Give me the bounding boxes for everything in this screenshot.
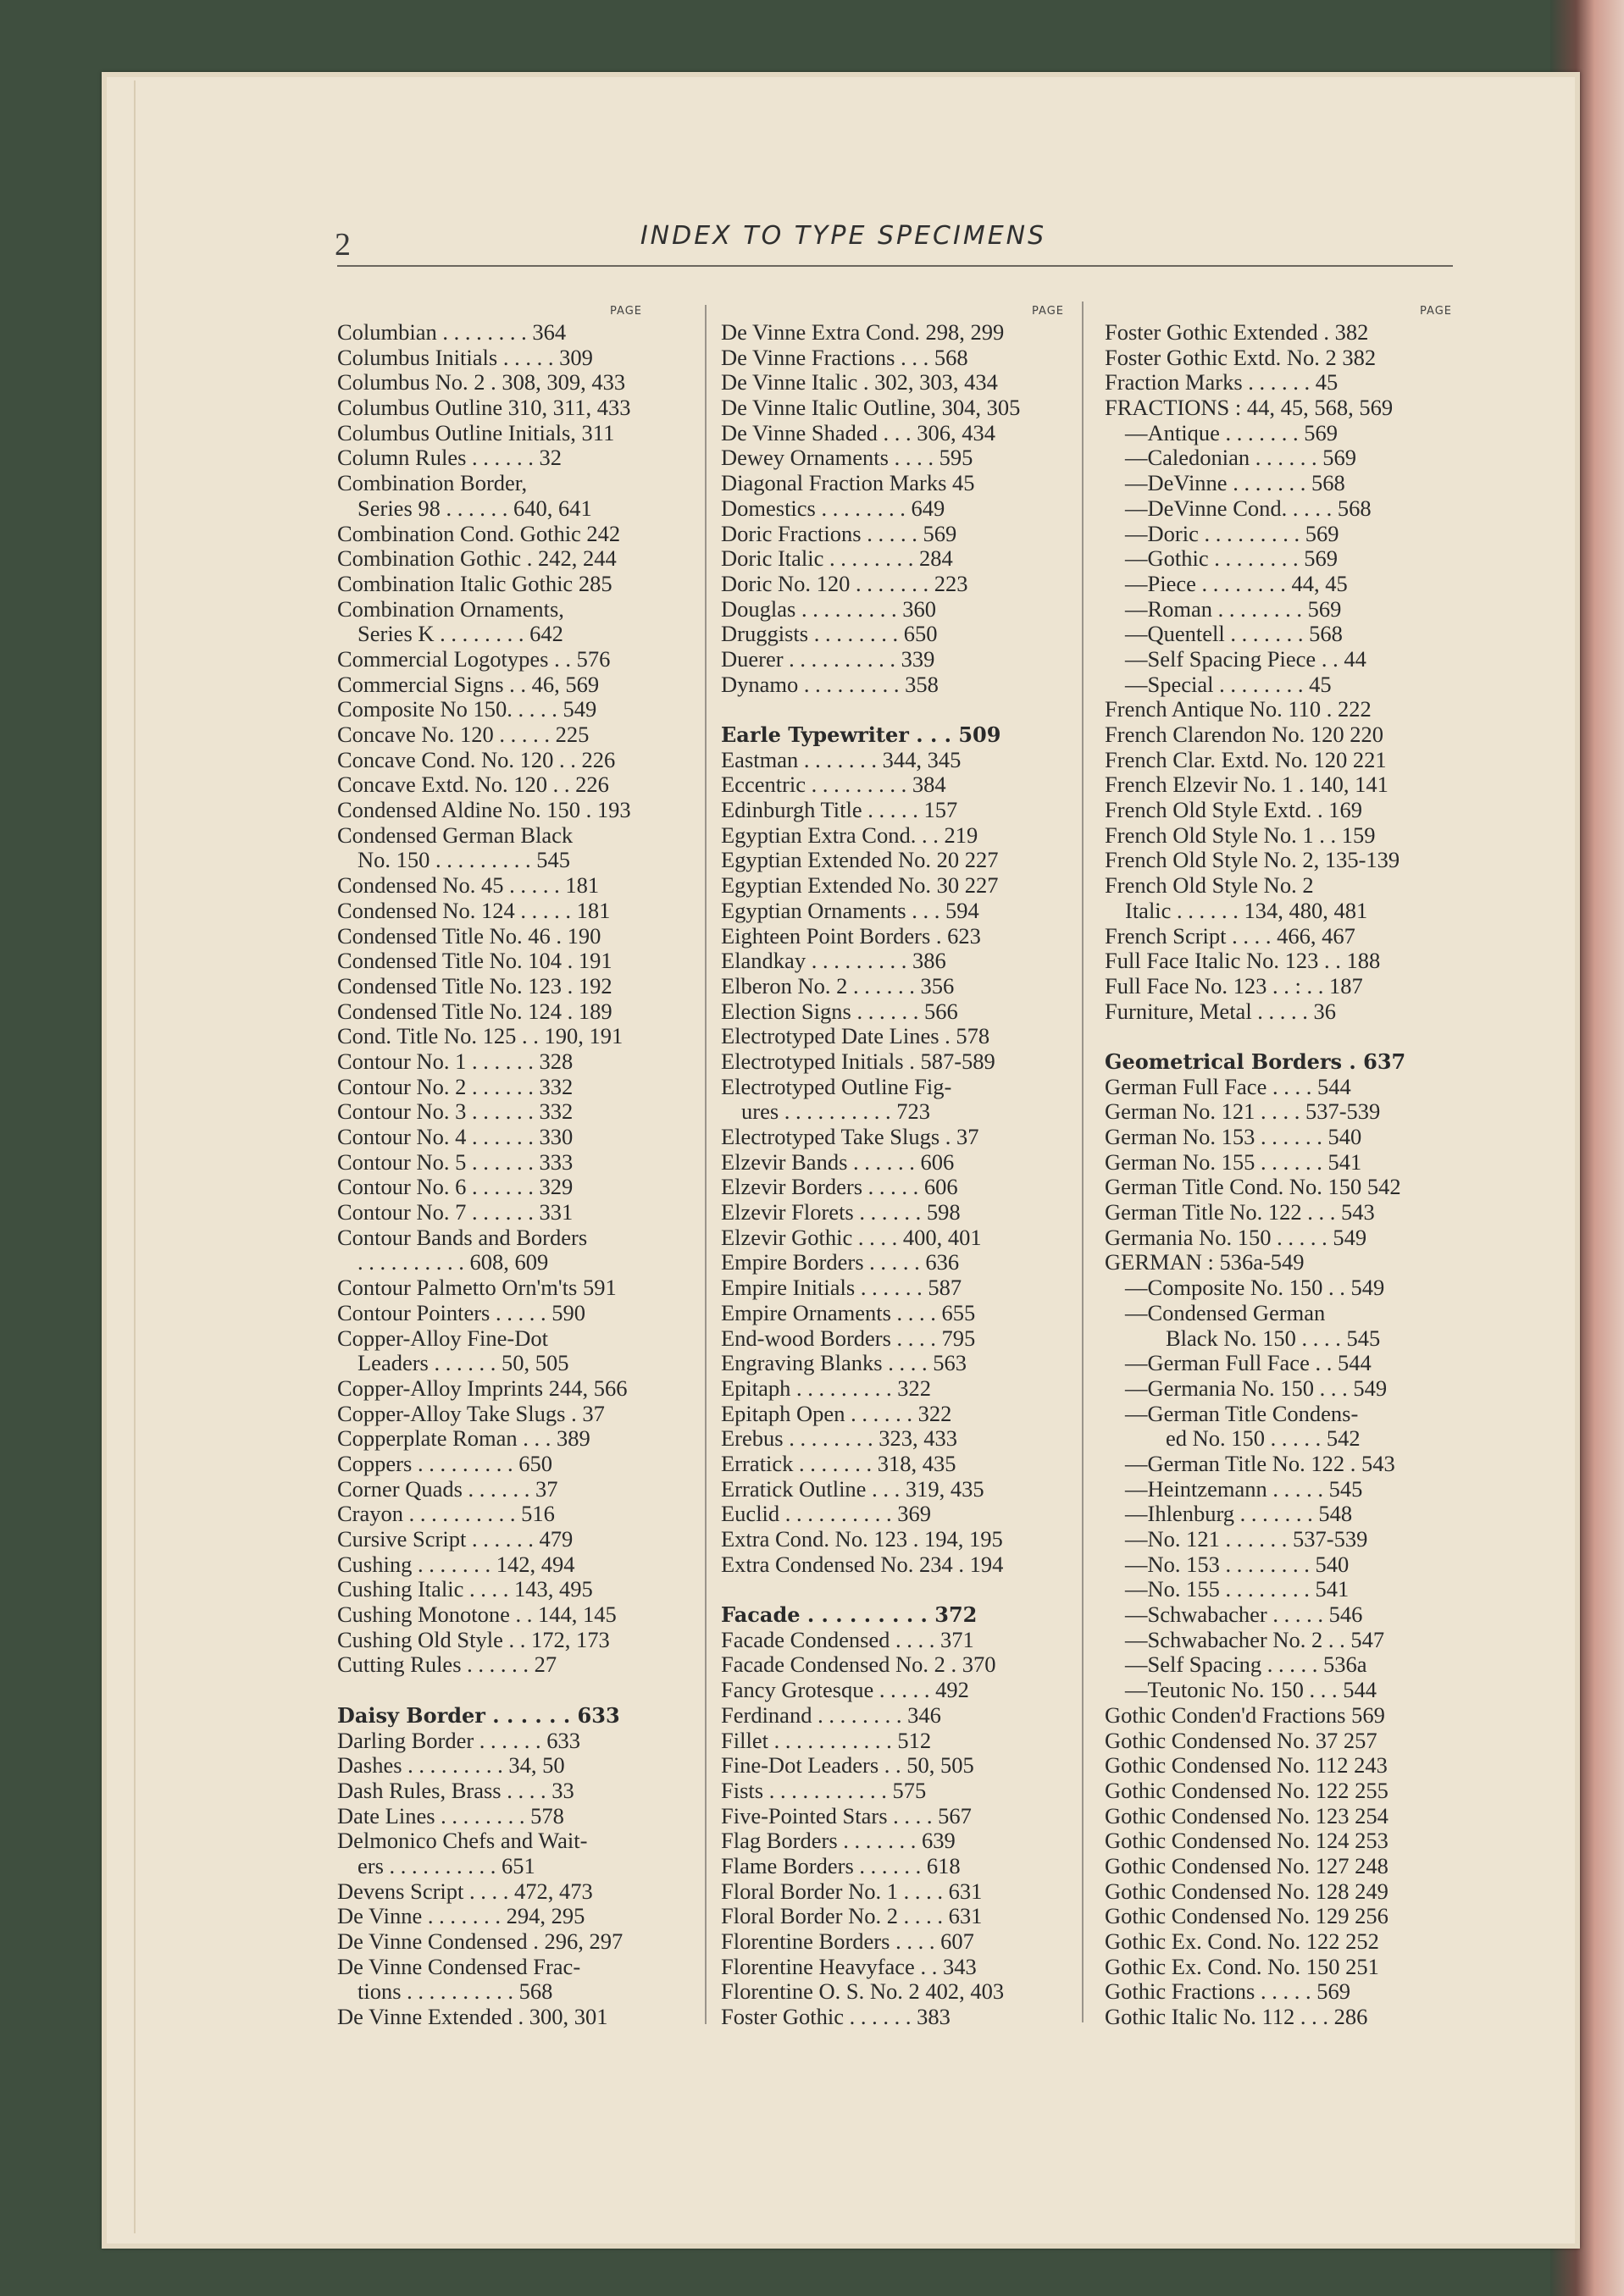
index-entry: German No. 153 . . . . . . 540 [1105, 1125, 1362, 1149]
index-entry: French Old Style Extd. . 169 [1105, 798, 1362, 823]
index-entry: Foster Gothic . . . . . . 383 [721, 2005, 951, 2030]
index-entry: Combination Ornaments, [337, 596, 564, 622]
index-column-1 [337, 303, 642, 2030]
index-entry: Devens Script . . . . 472, 473 [337, 1878, 593, 1904]
index-entry: Erratick Outline . . . 319, 435 [721, 1476, 984, 1502]
index-entry: Gothic Condensed No. 122 255 [1105, 1778, 1388, 1803]
index-entry: Erebus . . . . . . . . 323, 433 [721, 1426, 957, 1452]
index-entry: tions . . . . . . . . . . 568 [358, 1979, 553, 2005]
index-entry: Contour No. 5 . . . . . . 333 [337, 1149, 574, 1175]
index-entry: Contour No. 1 . . . . . . 328 [337, 1048, 574, 1074]
index-entry: Eighteen Point Borders . 623 [721, 923, 981, 949]
index-entry: Gothic Ex. Cond. No. 122 252 [1105, 1929, 1379, 1954]
index-entry: GERMAN : 536a-549 [1105, 1250, 1305, 1275]
index-entry: —DeVinne . . . . . . . 568 [1125, 471, 1345, 496]
index-entry: Condensed No. 124 . . . . . 181 [337, 898, 611, 923]
index-entry: Coppers . . . . . . . . . 650 [337, 1451, 552, 1476]
index-entry: Condensed Aldine No. 150 . 193 [337, 798, 631, 823]
index-column-2 [721, 303, 1064, 2030]
index-entry: Florentine O. S. No. 2 402, 403 [721, 1979, 1005, 2005]
index-entry: Columbian . . . . . . . . 364 [337, 320, 567, 345]
index-entry: Elandkay . . . . . . . . . 386 [721, 949, 946, 974]
index-entry: De Vinne Extended . 300, 301 [337, 2005, 608, 2030]
index-entry: Darling Border . . . . . . 633 [337, 1728, 581, 1753]
page-number: 2 [335, 227, 351, 263]
index-entry: —Ihlenburg . . . . . . . 548 [1125, 1502, 1353, 1527]
index-entry: Fancy Grotesque . . . . . 492 [721, 1678, 969, 1703]
index-entry: Elzevir Borders . . . . . 606 [721, 1175, 958, 1200]
index-entry: FRACTIONS : 44, 45, 568, 569 [1105, 396, 1394, 421]
index-entry: Contour Bands and Borders [337, 1225, 588, 1250]
index-entry: Date Lines . . . . . . . . 578 [337, 1803, 564, 1829]
page-header [236, 216, 1451, 267]
index-entry: French Old Style No. 2, 135-139 [1105, 848, 1400, 873]
index-entry: Combination Border, [337, 471, 528, 496]
index-entry: French Script . . . . 466, 467 [1105, 923, 1355, 949]
index-entry: French Old Style No. 2 [1105, 873, 1314, 899]
index-entry: Full Face Italic No. 123 . . 188 [1105, 949, 1381, 974]
index-entry: Dynamo . . . . . . . . . 358 [721, 672, 939, 697]
index-entry: German Title Cond. No. 150 542 [1105, 1175, 1401, 1200]
index-entry: Condensed Title No. 104 . 191 [337, 949, 612, 974]
index-entry: Corner Quads . . . . . . 37 [337, 1476, 558, 1502]
index-entry: —Piece . . . . . . . . 44, 45 [1125, 571, 1348, 596]
index-entry: Florentine Borders . . . . 607 [721, 1929, 974, 1954]
index-entry: De Vinne Italic Outline, 304, 305 [721, 396, 1021, 421]
index-entry: Dewey Ornaments . . . . 595 [721, 445, 973, 471]
index-entry: Contour Palmetto Orn'm'ts 591 [337, 1275, 617, 1301]
index-entry: Doric Italic . . . . . . . . 284 [721, 546, 953, 572]
index-entry: Geometrical Borders . 637 [1105, 1048, 1406, 1074]
index-entry: Condensed Title No. 124 . 189 [337, 999, 612, 1024]
index-entry: Empire Borders . . . . . 636 [721, 1250, 960, 1275]
index-entry: Facade Condensed . . . . 371 [721, 1627, 974, 1652]
index-entry: French Clar. Extd. No. 120 221 [1105, 747, 1387, 772]
index-entry: Edinburgh Title . . . . . 157 [721, 798, 958, 823]
index-entry: Gothic Condensed No. 112 243 [1105, 1753, 1388, 1779]
index-column-3 [1105, 303, 1452, 2030]
index-entry: —Germania No. 150 . . . 549 [1125, 1375, 1388, 1401]
blank-line [1105, 1024, 1452, 1049]
index-entry: Douglas . . . . . . . . . 360 [721, 596, 936, 622]
index-entry: Gothic Fractions . . . . . 569 [1105, 1979, 1350, 2005]
index-entry: —No. 153 . . . . . . . . 540 [1125, 1552, 1350, 1577]
index-entry: Dashes . . . . . . . . . 34, 50 [337, 1753, 565, 1779]
index-entry: Fraction Marks . . . . . . 45 [1105, 370, 1339, 396]
index-entry: De Vinne Shaded . . . 306, 434 [721, 420, 995, 445]
index-entry: German Title No. 122 . . . 543 [1105, 1200, 1375, 1225]
index-entry: Floral Border No. 1 . . . . 631 [721, 1878, 983, 1904]
index-entry: Black No. 150 . . . . 545 [1166, 1325, 1381, 1351]
index-entry: De Vinne Extra Cond. 298, 299 [721, 320, 1005, 345]
index-entry: Concave Cond. No. 120 . . 226 [337, 747, 616, 772]
index-entry: Domestics . . . . . . . . 649 [721, 495, 945, 521]
index-entry: Druggists . . . . . . . . 650 [721, 622, 938, 647]
index-entry: Full Face No. 123 . . : . . 187 [1105, 973, 1363, 999]
index-entry: Empire Initials . . . . . . 587 [721, 1275, 962, 1301]
index-entry: —Roman . . . . . . . . 569 [1125, 596, 1342, 622]
index-entry: Contour Pointers . . . . . 590 [337, 1300, 585, 1325]
index-entry: Diagonal Fraction Marks 45 [721, 471, 975, 496]
index-entry: Contour No. 3 . . . . . . 332 [337, 1099, 574, 1125]
index-entry: Flame Borders . . . . . . 618 [721, 1853, 961, 1878]
page-column-label: PAGE [1420, 305, 1452, 318]
index-entry: De Vinne Condensed . 296, 297 [337, 1929, 624, 1954]
index-entry: —Schwabacher . . . . . 546 [1125, 1602, 1363, 1628]
index-entry: Concave No. 120 . . . . . 225 [337, 722, 590, 747]
index-entry: Five-Pointed Stars . . . . 567 [721, 1803, 972, 1829]
index-entry: De Vinne Condensed Frac- [337, 1954, 581, 1979]
index-entry: Germania No. 150 . . . . . 549 [1105, 1225, 1367, 1250]
index-entry: —Antique . . . . . . . 569 [1125, 420, 1338, 445]
index-entry: Composite No 150. . . . . 549 [337, 697, 597, 722]
index-entry: Furniture, Metal . . . . . 36 [1105, 999, 1337, 1024]
index-entry: Cushing . . . . . . . 142, 494 [337, 1552, 575, 1577]
page-column-label: PAGE [1032, 305, 1064, 318]
index-entry: Electrotyped Take Slugs . 37 [721, 1125, 979, 1149]
index-entry: Gothic Condensed No. 129 256 [1105, 1904, 1388, 1929]
index-entry: Columbus No. 2 . 308, 309, 433 [337, 370, 626, 396]
index-entry: End-wood Borders . . . . 795 [721, 1325, 976, 1351]
index-entry: German Full Face . . . . 544 [1105, 1074, 1351, 1099]
index-entry: Fine-Dot Leaders . . 50, 505 [721, 1753, 974, 1779]
index-entry: No. 150 . . . . . . . . . 545 [358, 848, 571, 873]
index-entry: Doric No. 120 . . . . . . . 223 [721, 571, 968, 596]
index-entry: Gothic Condensed No. 123 254 [1105, 1803, 1388, 1829]
index-entry: —Self Spacing Piece . . 44 [1125, 646, 1366, 672]
index-entry: German No. 121 . . . . 537-539 [1105, 1099, 1381, 1125]
index-entry: Dash Rules, Brass . . . . 33 [337, 1778, 574, 1803]
index-entry: —No. 121 . . . . . . 537-539 [1125, 1527, 1368, 1552]
index-entry: Foster Gothic Extended . 382 [1105, 320, 1369, 345]
index-entry: —No. 155 . . . . . . . . 541 [1125, 1577, 1350, 1602]
index-entry: Combination Italic Gothic 285 [337, 571, 612, 596]
index-entry: De Vinne . . . . . . . 294, 295 [337, 1904, 585, 1929]
index-entry: —Schwabacher No. 2 . . 547 [1125, 1627, 1385, 1652]
index-entry: Gothic Ex. Cond. No. 150 251 [1105, 1954, 1379, 1979]
index-entry: ed No. 150 . . . . . 542 [1166, 1426, 1361, 1452]
blank-line [721, 697, 1064, 722]
index-entry: Leaders . . . . . . 50, 505 [358, 1351, 569, 1376]
index-entry: German No. 155 . . . . . . 541 [1105, 1149, 1362, 1175]
index-entry: —German Full Face . . 544 [1125, 1351, 1372, 1376]
index-entry: —Teutonic No. 150 . . . 544 [1125, 1678, 1377, 1703]
index-entry: Combination Cond. Gothic 242 [337, 521, 621, 546]
index-entry: Fillet . . . . . . . . . . . 512 [721, 1728, 932, 1753]
index-entry: Epitaph Open . . . . . . 322 [721, 1401, 952, 1426]
index-entry: Elzevir Florets . . . . . . 598 [721, 1200, 961, 1225]
index-entry: Gothic Condensed No. 124 253 [1105, 1829, 1388, 1854]
index-entry: French Antique No. 110 . 222 [1105, 697, 1372, 722]
index-entry: Series K . . . . . . . . 642 [358, 622, 563, 647]
index-entry: Copper-Alloy Imprints 244, 566 [337, 1375, 628, 1401]
index-entry: Condensed German Black [337, 822, 574, 848]
index-entry: De Vinne Fractions . . . 568 [721, 345, 968, 370]
index-entry: —DeVinne Cond. . . . . 568 [1125, 495, 1372, 521]
index-entry: Flag Borders . . . . . . . 639 [721, 1829, 956, 1854]
column-divider [1082, 302, 1084, 2022]
index-entry: Cond. Title No. 125 . . 190, 191 [337, 1024, 624, 1049]
index-entry: —German Title No. 122 . 543 [1125, 1451, 1395, 1476]
header-rule [337, 265, 1453, 267]
index-entry: —Condensed German [1125, 1300, 1326, 1325]
index-entry: Condensed Title No. 46 . 190 [337, 923, 601, 949]
index-entry: Gothic Italic No. 112 . . . 286 [1105, 2005, 1368, 2030]
index-entry: Cutting Rules . . . . . . 27 [337, 1652, 557, 1678]
index-entry: —Heintzemann . . . . . 545 [1125, 1476, 1363, 1502]
index-entry: ers . . . . . . . . . . 651 [358, 1853, 535, 1878]
index-entry: Facade . . . . . . . . . 372 [721, 1602, 978, 1628]
index-entry: Eastman . . . . . . . 344, 345 [721, 747, 962, 772]
index-entry: Column Rules . . . . . . 32 [337, 445, 563, 471]
index-entry: Doric Fractions . . . . . 569 [721, 521, 957, 546]
index-entry: Facade Condensed No. 2 . 370 [721, 1652, 996, 1678]
index-entry: Combination Gothic . 242, 244 [337, 546, 617, 572]
blank-line [337, 1678, 642, 1703]
index-entry: Egyptian Extended No. 30 227 [721, 873, 999, 899]
index-entry: Extra Condensed No. 234 . 194 [721, 1552, 1004, 1577]
index-entry: Eccentric . . . . . . . . . 384 [721, 772, 946, 798]
index-entry: Electrotyped Date Lines . 578 [721, 1024, 990, 1049]
index-entry: Ferdinand . . . . . . . . 346 [721, 1702, 941, 1728]
index-entry: Epitaph . . . . . . . . . 322 [721, 1375, 932, 1401]
index-entry: —Caledonian . . . . . . 569 [1125, 445, 1357, 471]
index-entry: . . . . . . . . . . 608, 609 [358, 1250, 549, 1275]
page-title: INDEX TO TYPE SPECIMENS [640, 221, 1047, 251]
index-entry: Cushing Old Style . . 172, 173 [337, 1627, 610, 1652]
index-entry: Columbus Outline 310, 311, 433 [337, 396, 631, 421]
index-entry: French Clarendon No. 120 220 [1105, 722, 1383, 747]
index-entry: Elberon No. 2 . . . . . . 356 [721, 973, 955, 999]
page-column-label: PAGE [610, 305, 642, 318]
index-entry: Contour No. 2 . . . . . . 332 [337, 1074, 574, 1099]
index-entry: De Vinne Italic . 302, 303, 434 [721, 370, 998, 396]
index-entry: Contour No. 6 . . . . . . 329 [337, 1175, 574, 1200]
index-entry: Delmonico Chefs and Wait- [337, 1829, 588, 1854]
index-entry: —Doric . . . . . . . . . 569 [1125, 521, 1339, 546]
index-entry: Condensed Title No. 123 . 192 [337, 973, 612, 999]
index-entry: French Elzevir No. 1 . 140, 141 [1105, 772, 1388, 798]
index-entry: Copper-Alloy Take Slugs . 37 [337, 1401, 605, 1426]
index-entry: Egyptian Extra Cond. . . 219 [721, 822, 978, 848]
index-entry: Electrotyped Outline Fig- [721, 1074, 952, 1099]
index-entry: Gothic Condensed No. 37 257 [1105, 1728, 1377, 1753]
index-entry: Contour No. 4 . . . . . . 330 [337, 1125, 574, 1149]
index-entry: Cushing Monotone . . 144, 145 [337, 1602, 617, 1628]
index-entry: Fists . . . . . . . . . . . 575 [721, 1778, 927, 1803]
index-entry: Egyptian Extended No. 20 227 [721, 848, 999, 873]
index-entry: Electrotyped Initials . 587-589 [721, 1048, 995, 1074]
index-entry: Engraving Blanks . . . . 563 [721, 1351, 967, 1376]
index-entry: Gothic Condensed No. 128 249 [1105, 1878, 1388, 1904]
index-entry: Concave Extd. No. 120 . . 226 [337, 772, 609, 798]
index-entry: —Composite No. 150 . . 549 [1125, 1275, 1385, 1301]
index-entry: Daisy Border . . . . . . 633 [337, 1702, 620, 1728]
index-entry: Foster Gothic Extd. No. 2 382 [1105, 345, 1377, 370]
index-entry: Cushing Italic . . . . 143, 495 [337, 1577, 593, 1602]
index-entry: French Old Style No. 1 . . 159 [1105, 822, 1376, 848]
index-entry: Egyptian Ornaments . . . 594 [721, 898, 979, 923]
index-entry: Earle Typewriter . . . 509 [721, 722, 1001, 747]
index-entry: —Quentell . . . . . . . 568 [1125, 622, 1343, 647]
column-divider [705, 305, 707, 2024]
index-entry: Commercial Logotypes . . 576 [337, 646, 611, 672]
index-entry: Gothic Condensed No. 127 248 [1105, 1853, 1388, 1878]
index-entry: Election Signs . . . . . . 566 [721, 999, 958, 1024]
index-entry: Condensed No. 45 . . . . . 181 [337, 873, 600, 899]
index-entry: Erratick . . . . . . . 318, 435 [721, 1451, 956, 1476]
index-entry: Crayon . . . . . . . . . . 516 [337, 1502, 555, 1527]
index-entry: Italic . . . . . . 134, 480, 481 [1125, 898, 1368, 923]
index-entry: Elzevir Gothic . . . . 400, 401 [721, 1225, 982, 1250]
index-entry: —Self Spacing . . . . . 536a [1125, 1652, 1367, 1678]
index-entry: Columbus Initials . . . . . 309 [337, 345, 593, 370]
index-entry: Elzevir Bands . . . . . . 606 [721, 1149, 955, 1175]
index-entry: Duerer . . . . . . . . . . 339 [721, 646, 935, 672]
index-entry: Series 98 . . . . . . 640, 641 [358, 495, 592, 521]
blank-line [721, 1577, 1064, 1602]
index-entry: Copperplate Roman . . . 389 [337, 1426, 590, 1452]
index-entry: Floral Border No. 2 . . . . 631 [721, 1904, 983, 1929]
index-entry: Extra Cond. No. 123 . 194, 195 [721, 1527, 1003, 1552]
index-entry: —German Title Condens- [1125, 1401, 1359, 1426]
index-entry: —Gothic . . . . . . . . 569 [1125, 546, 1338, 572]
index-entry: Gothic Conden'd Fractions 569 [1105, 1702, 1385, 1728]
index-entry: Commercial Signs . . 46, 569 [337, 672, 600, 697]
index-entry: Copper-Alloy Fine-Dot [337, 1325, 548, 1351]
index-entry: Empire Ornaments . . . . 655 [721, 1300, 976, 1325]
index-entry: Euclid . . . . . . . . . . 369 [721, 1502, 932, 1527]
index-entry: —Special . . . . . . . . 45 [1125, 672, 1332, 697]
index-entry: Florentine Heavyface . . 343 [721, 1954, 977, 1979]
index-entry: Cursive Script . . . . . . 479 [337, 1527, 574, 1552]
index-entry: Columbus Outline Initials, 311 [337, 420, 615, 445]
index-entry: Contour No. 7 . . . . . . 331 [337, 1200, 574, 1225]
index-entry: ures . . . . . . . . . . 723 [741, 1099, 931, 1125]
